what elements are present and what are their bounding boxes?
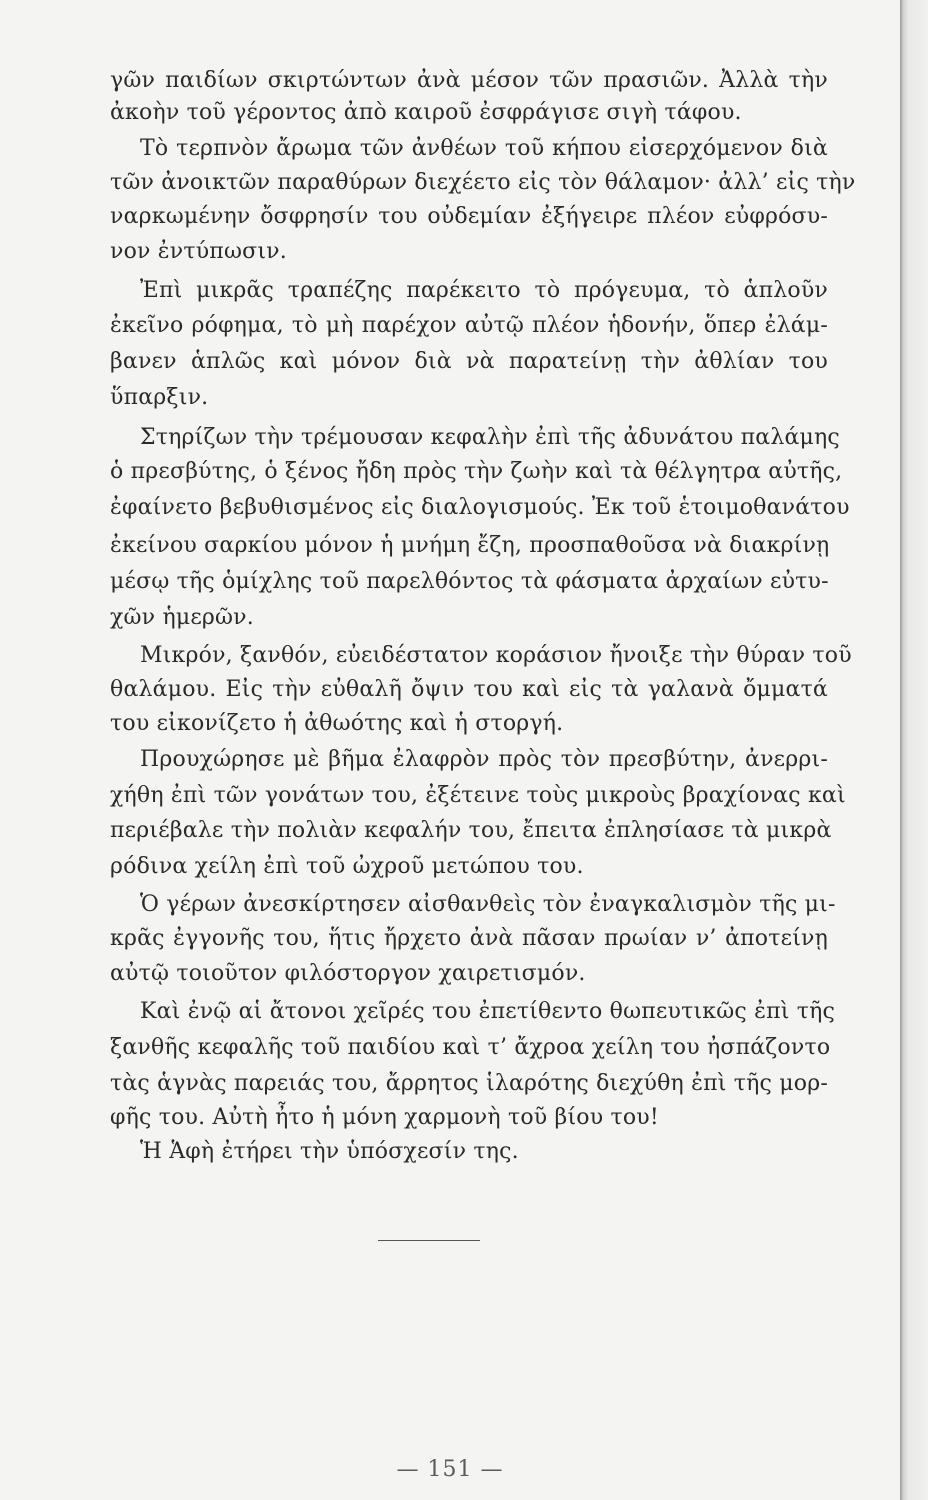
paragraph-first-line: Τὸ τερπνὸν ἄρωμα τῶν ἀνθέων τοῦ κήπου εἰσερχόμενον διὰ <box>140 136 828 161</box>
text-line: ἐκείνου σαρκίου μόνον ἡ μνήμη ἔζη, προσπαθοῦσα νὰ διακρίνῃ <box>110 533 830 558</box>
text-line: ἐφαίνετο βεβυθισμένος εἰς διαλογισμούς. Ἐκ τοῦ ἑτοιμοθανάτου <box>110 495 850 520</box>
text-line: τὰς ἁγνὰς παρειάς του, ἄρρητος ἱλαρότης διεχύθη ἐπὶ τῆς μορ- <box>110 1071 828 1096</box>
section-divider <box>378 1240 480 1241</box>
paragraph-first-line: Καὶ ἐνῷ αἱ ἄτονοι χεῖρές του ἐπετίθεντο θωπευτικῶς ἐπὶ τῆς <box>140 999 836 1024</box>
text-line: περιέβαλε τὴν πολιὰν κεφαλήν του, ἔπειτα ἐπλησίασε τὰ μικρὰ <box>110 818 832 843</box>
paragraph-first-line: Ἐπὶ μικρᾶς τραπέζης παρέκειτο τὸ πρόγευμα, τὸ ἁπλοῦν <box>140 278 828 303</box>
text-line: γῶν παιδίων σκιρτώντων ἀνὰ μέσον τῶν πρασιῶν. Ἀλλὰ τὴν <box>110 68 828 93</box>
text-line: βανεν ἁπλῶς καὶ μόνον διὰ νὰ παρατείνῃ τὴν ἀθλίαν του <box>110 349 828 374</box>
paragraph-first-line: Ἡ Ἁφὴ ἐτήρει τὴν ὑπόσχεσίν της. <box>140 1139 519 1164</box>
text-line: ἐκεῖνο ρόφημα, τὸ μὴ παρέχον αὐτῷ πλέον ἡδονήν, ὅπερ ἐλάμ- <box>110 313 828 338</box>
text-line: ναρκωμένην ὄσφρησίν του οὐδεμίαν ἐξήγειρε πλέον εὐφρόσυ- <box>110 204 828 229</box>
text-line: ὕπαρξιν. <box>110 385 209 410</box>
text-line: ξανθῆς κεφαλῆς τοῦ παιδίου καὶ τ’ ἄχροα χείλη του ἠσπάζοντο <box>110 1035 831 1060</box>
text-line: αὐτῷ τοιοῦτον φιλόστοργον χαιρετισμόν. <box>110 961 586 986</box>
page-number: — 151 — <box>396 1457 504 1482</box>
text-line: νον ἐντύπωσιν. <box>110 239 287 264</box>
text-line: ὁ πρεσβύτης, ὁ ξένος ἤδη πρὸς τὴν ζωὴν καὶ τὰ θέλγητρα αὐτῆς, <box>110 459 843 484</box>
paragraph-first-line: Στηρίζων τὴν τρέμουσαν κεφαλὴν ἐπὶ τῆς ἀδυνάτου παλάμης <box>140 425 840 450</box>
paragraph-first-line: Ὁ γέρων ἀνεσκίρτησεν αἰσθανθεὶς τὸν ἐναγκαλισμὸν τῆς μι- <box>140 892 836 917</box>
text-line: θαλάμου. Εἰς τὴν εὐθαλῆ ὄψιν του καὶ εἰς τὰ γαλανὰ ὄμματά <box>110 677 828 702</box>
text-line: τῶν ἀνοικτῶν παραθύρων διεχέετο εἰς τὸν θάλαμον· ἀλλ’ εἰς τὴν <box>110 170 856 195</box>
text-line: μέσῳ τῆς ὁμίχλης τοῦ παρελθόντος τὰ φάσματα ἀρχαίων εὐτυ- <box>110 569 829 594</box>
text-line: κρᾶς ἐγγονῆς του, ἥτις ἤρχετο ἀνὰ πᾶσαν πρωίαν ν’ ἀποτείνῃ <box>110 926 828 951</box>
text-line: χῶν ἡμερῶν. <box>110 605 254 630</box>
text-line: χήθη ἐπὶ τῶν γονάτων του, ἐξέτεινε τοὺς μικροὺς βραχίονας καὶ <box>110 783 846 808</box>
paragraph-first-line: Μικρόν, ξανθόν, εὐειδέστατον κοράσιον ἤνοιξε τὴν θύραν τοῦ <box>140 643 852 668</box>
text-line: φῆς του. Αὐτὴ ἦτο ἡ μόνη χαρμονὴ τοῦ βίου του! <box>110 1105 659 1130</box>
text-line: ἀκοὴν τοῦ γέροντος ἀπὸ καιροῦ ἐσφράγισε σιγὴ τάφου. <box>110 100 742 125</box>
text-line: ρόδινα χείλη ἐπὶ τοῦ ὠχροῦ μετώπου του. <box>110 854 584 879</box>
paragraph-first-line: Προυχώρησε μὲ βῆμα ἐλαφρὸν πρὸς τὸν πρεσβύτην, ἀνερρι- <box>140 747 828 772</box>
text-line: του εἰκονίζετο ἡ ἀθωότης καὶ ἡ στοργή. <box>110 711 564 736</box>
page-edge-shadow <box>900 0 928 1500</box>
